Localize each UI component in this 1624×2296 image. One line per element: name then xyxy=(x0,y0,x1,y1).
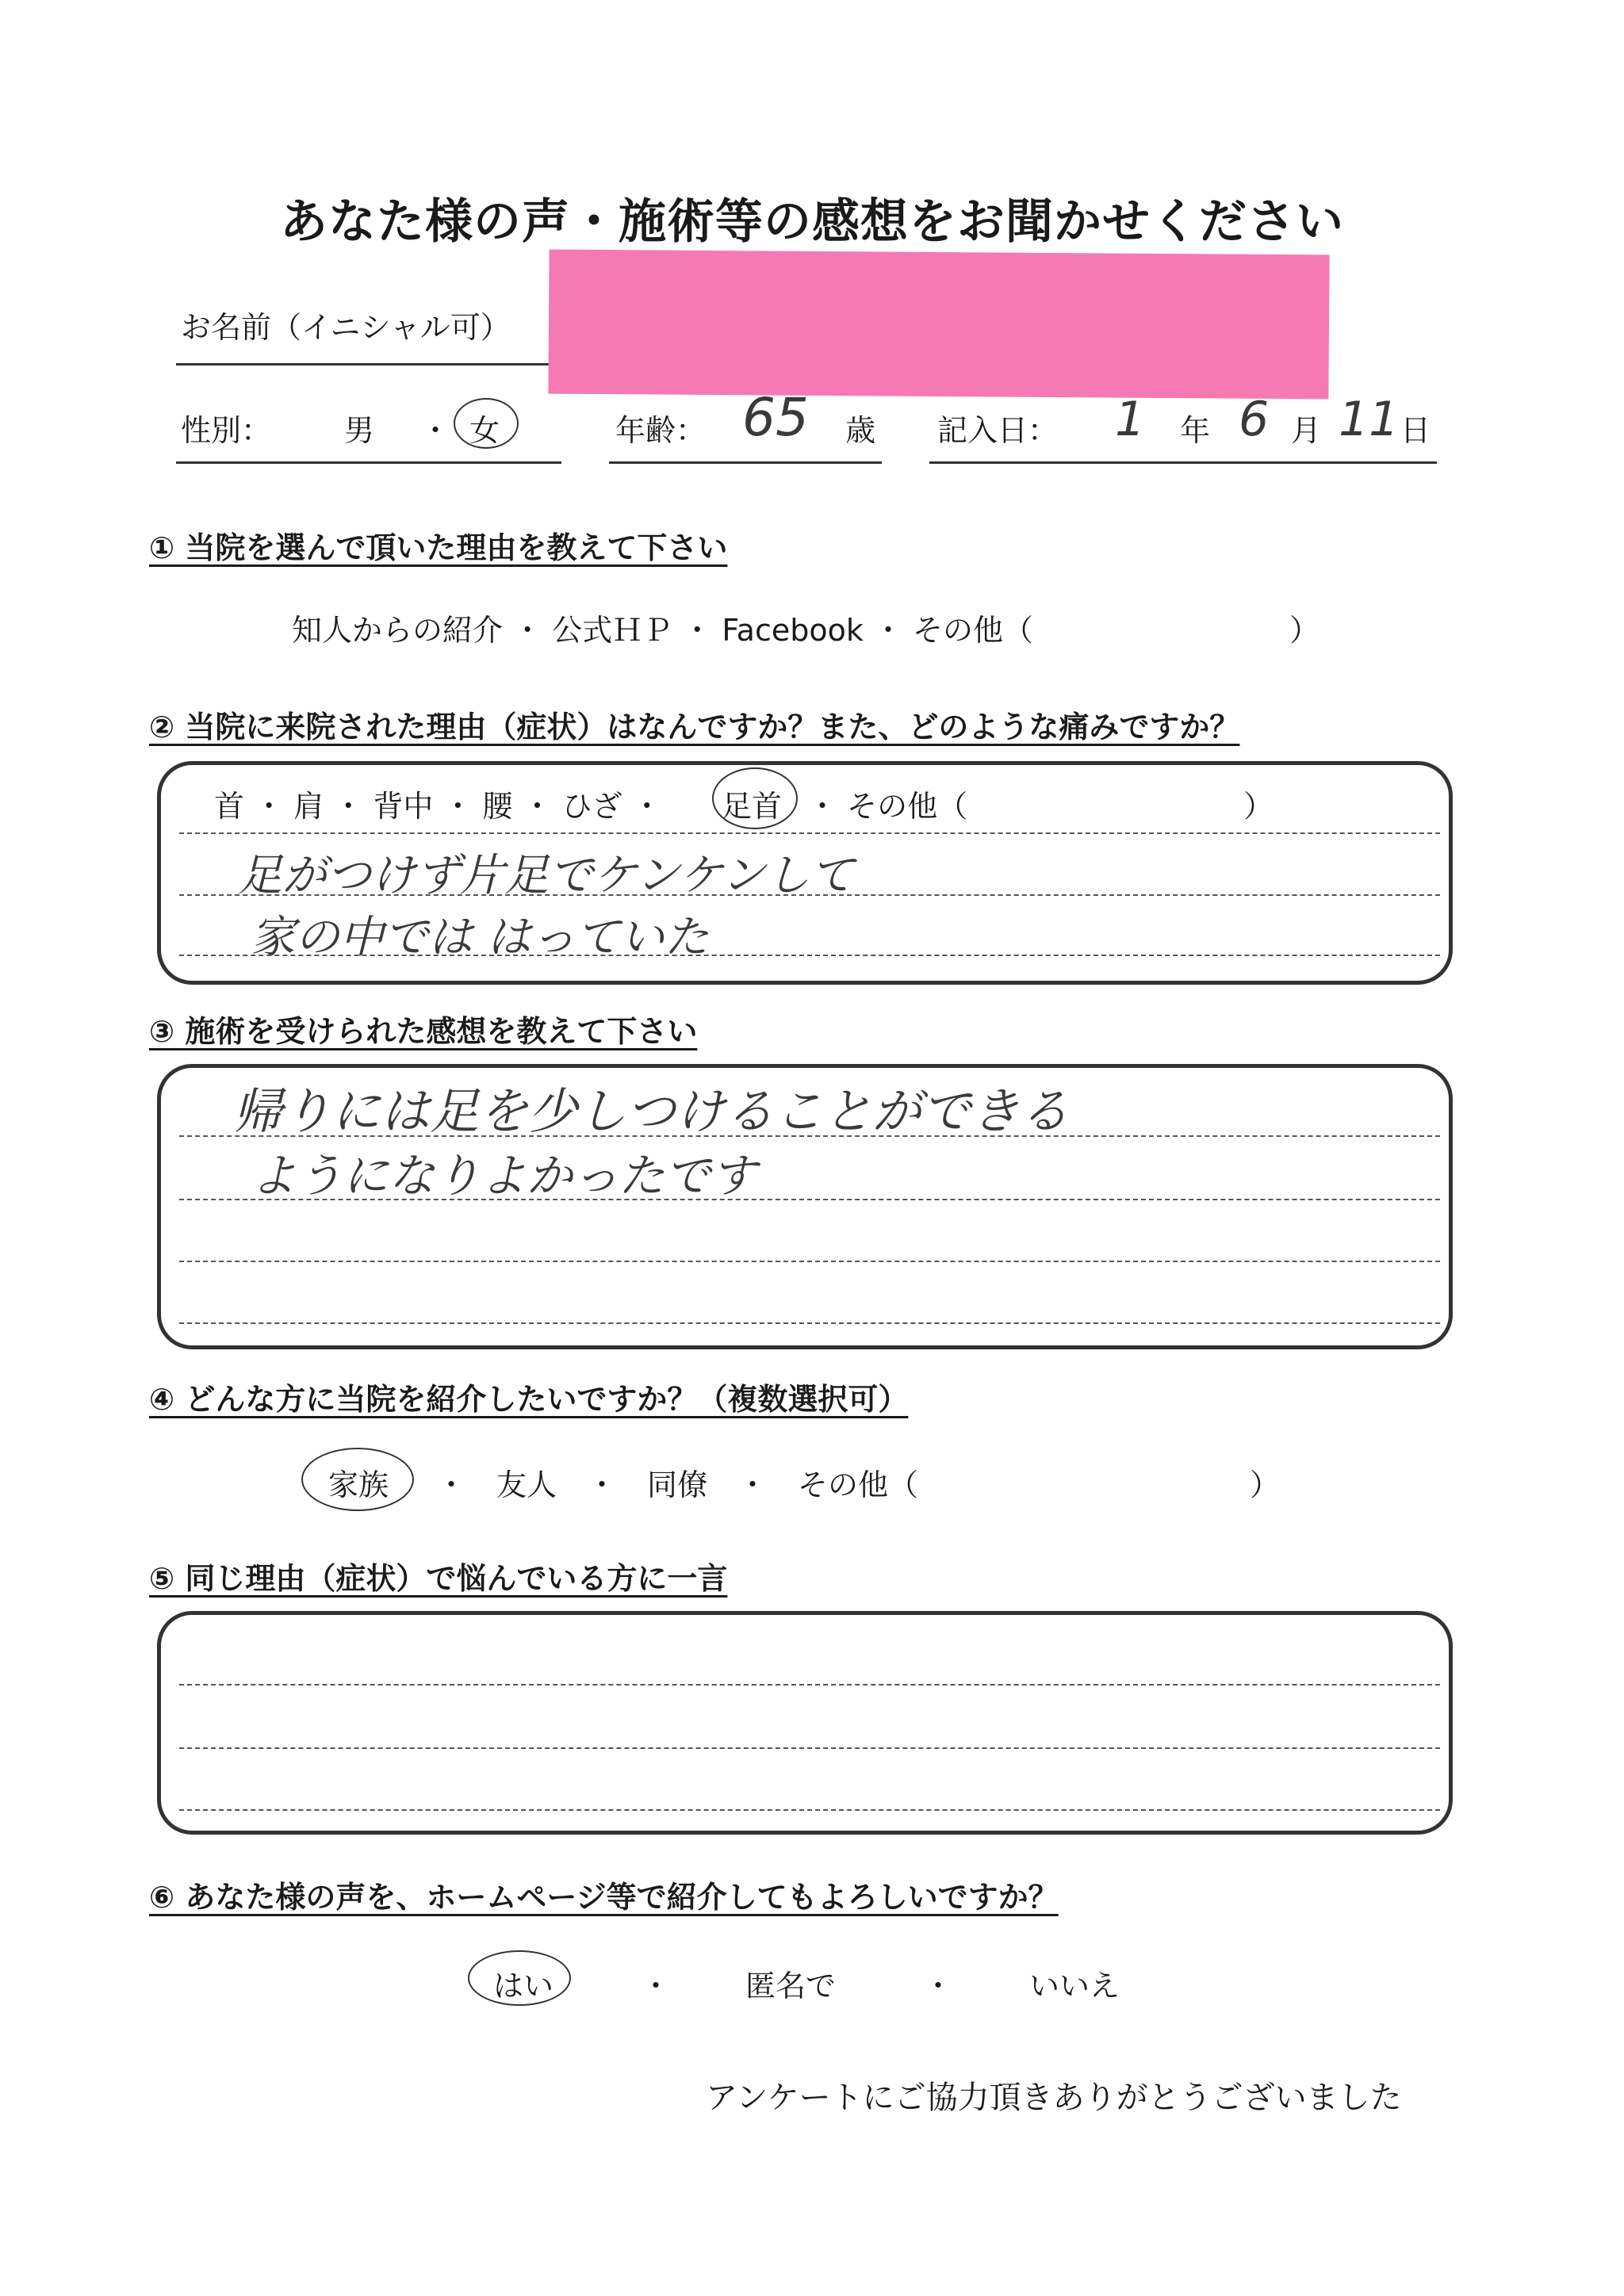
q2-options-after: ・ その他（ xyxy=(807,789,968,824)
q4-close-paren: ） xyxy=(1250,1468,1281,1502)
q3-line-3 xyxy=(179,1261,1440,1262)
q1-heading: ① 当院を選んで頂いた理由を教えて下さい xyxy=(149,530,728,565)
name-label: お名前（イニシャル可） xyxy=(181,310,511,345)
age-label: 年齢： xyxy=(615,413,707,448)
date-year-unit: 年 xyxy=(1180,413,1211,448)
age-underline xyxy=(609,461,882,464)
q2-option-circle xyxy=(712,767,798,829)
q6-option-no: いいえ xyxy=(1029,1969,1120,2003)
q6-heading: ⑥ あなた様の声を、ホームページ等で紹介してもよろしいですか？ xyxy=(149,1880,1059,1915)
q4-heading: ④ どんな方に当院を紹介したいですか？（複数選択可） xyxy=(149,1382,909,1417)
q2-line-3 xyxy=(179,955,1440,956)
date-day-unit: 日 xyxy=(1400,413,1431,448)
redaction-sticky-note xyxy=(548,250,1329,400)
q2-line-2 xyxy=(179,894,1440,896)
q4-options-rest: ・ 友人 ・ 同僚 ・ その他（ xyxy=(436,1468,919,1502)
q6-separator-1: ・ xyxy=(641,1969,672,2003)
q2-answer-line2: 家の中では はっていた xyxy=(251,912,709,963)
q2-option-circled: 足首 xyxy=(722,789,783,824)
date-label: 記入日： xyxy=(937,413,1059,448)
date-month-value: 6 xyxy=(1239,392,1270,447)
q3-heading: ③ 施術を受けられた感想を教えて下さい xyxy=(149,1014,698,1049)
q6-separator-2: ・ xyxy=(923,1969,954,2003)
q4-option-circle xyxy=(301,1448,414,1511)
q2-options-before: 首 ・ 肩 ・ 背中 ・ 腰 ・ ひざ ・ xyxy=(214,789,662,824)
q6-option-circle xyxy=(468,1950,571,2006)
age-value: 65 xyxy=(742,387,809,448)
name-underline xyxy=(176,363,549,365)
q4-option-family: 家族 xyxy=(328,1468,389,1502)
date-month-unit: 月 xyxy=(1291,413,1322,448)
gender-female-circle xyxy=(454,398,519,449)
thank-you-footer: アンケートにご協力頂きありがとうございました xyxy=(706,2080,1402,2116)
form-title: あなた様の声・施術等の感想をお聞かせください xyxy=(280,194,1344,250)
date-year-value: 1 xyxy=(1115,392,1146,447)
age-unit: 歳 xyxy=(845,413,876,448)
q5-line-2 xyxy=(179,1747,1440,1749)
q3-line-2 xyxy=(179,1199,1440,1200)
q2-answer-line1: 足がつけず片足でケンケンして xyxy=(238,850,855,901)
q1-close-paren: ） xyxy=(1289,613,1320,648)
q5-answer-box xyxy=(157,1611,1453,1835)
q3-answer-line2: ようになりよかったです xyxy=(251,1149,757,1203)
q6-option-yes: はい xyxy=(493,1969,554,2003)
q2-close-paren: ） xyxy=(1243,789,1274,824)
gender-label: 性別： xyxy=(181,413,272,448)
q3-line-1 xyxy=(179,1135,1440,1137)
date-day-value: 11 xyxy=(1339,392,1400,447)
q3-answer-line1: 帰りには足を少しつけることができる xyxy=(233,1082,1070,1140)
gender-male: 男 xyxy=(344,413,375,448)
q2-line-1 xyxy=(179,832,1440,834)
q5-heading: ⑤ 同じ理由（症状）で悩んでいる方に一言 xyxy=(149,1561,728,1596)
q6-option-anonymous: 匿名で xyxy=(745,1969,837,2003)
date-underline xyxy=(929,461,1437,464)
q1-options: 知人からの紹介 ・ 公式ＨＰ ・ Facebook ・ その他（ xyxy=(292,613,1034,648)
q3-line-4 xyxy=(179,1322,1440,1324)
gender-underline xyxy=(176,461,561,464)
q5-line-3 xyxy=(179,1809,1440,1811)
q5-line-1 xyxy=(179,1684,1440,1686)
q2-heading: ② 当院に来院された理由（症状）はなんですか？また、どのような痛みですか？ xyxy=(149,710,1240,744)
gender-female: 女 xyxy=(469,413,500,448)
gender-separator: ・ xyxy=(420,413,451,448)
